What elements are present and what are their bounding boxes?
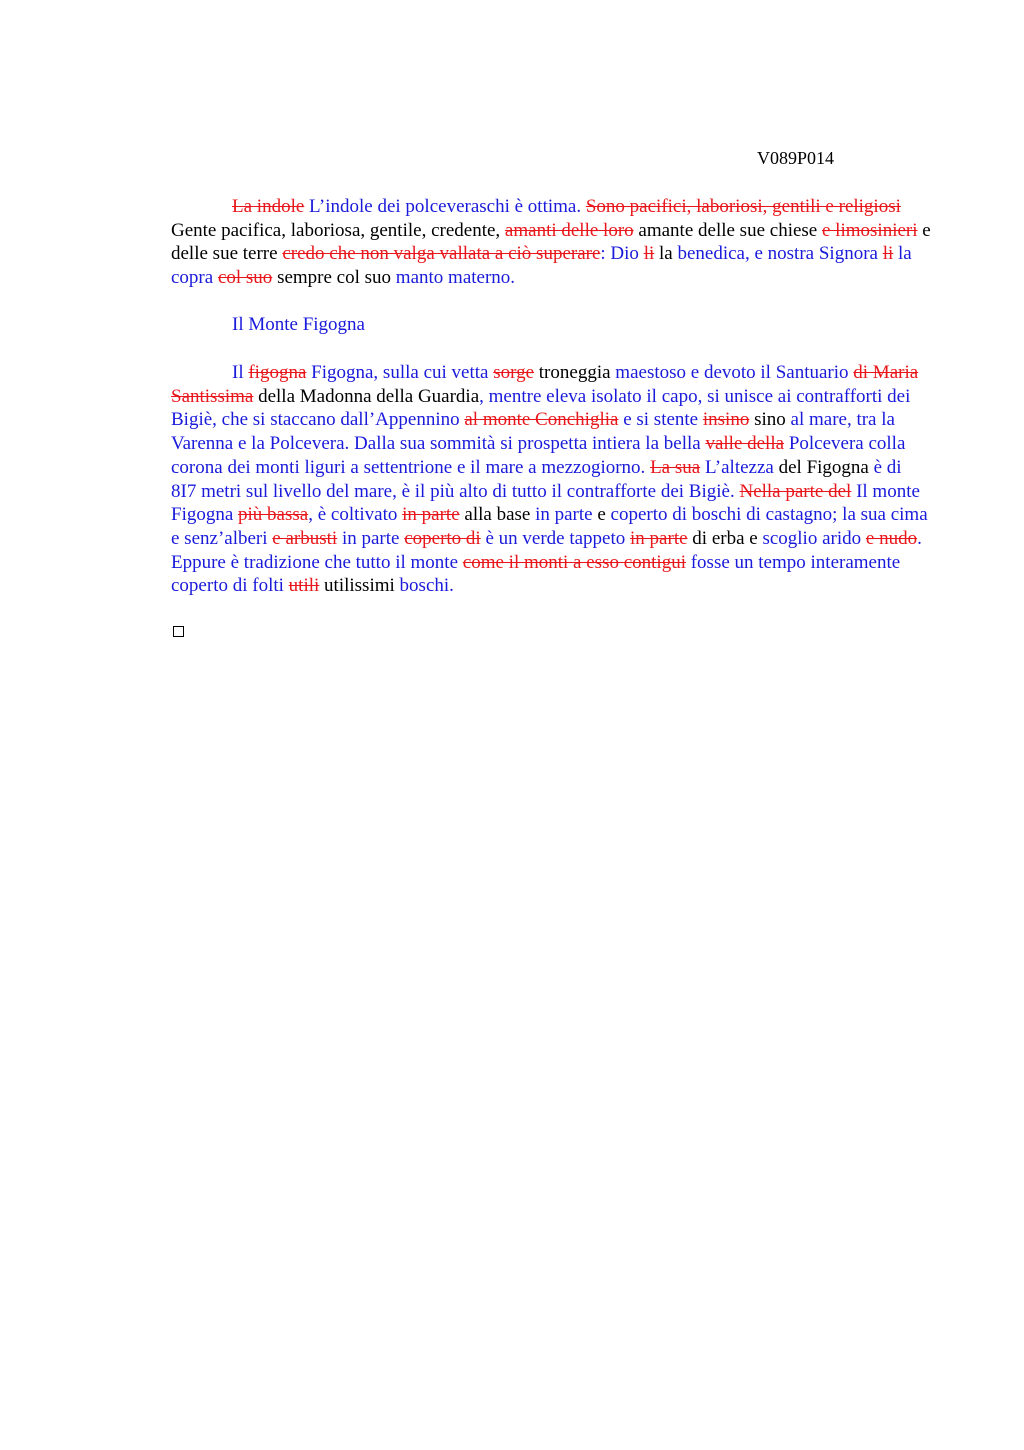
deleted-text: La indole bbox=[232, 196, 305, 217]
deleted-text: credo che non valga vallata a ciò superare bbox=[282, 243, 601, 265]
deleted-text: e arbusti bbox=[272, 527, 338, 549]
inserted-text: in parte bbox=[535, 504, 598, 526]
inserted-text: e si stente bbox=[618, 409, 703, 431]
section-heading: Il Monte Figogna bbox=[232, 314, 365, 335]
original-text: del Figogna bbox=[778, 456, 874, 478]
inserted-text: coperto di boschi di castagno; la sua cima e senz’alberi bbox=[171, 504, 928, 549]
deleted-text: e limosinieri bbox=[822, 219, 918, 241]
document-id: V089P014 bbox=[757, 148, 835, 168]
deleted-text: più bassa bbox=[238, 504, 309, 526]
deleted-text: di Maria Santissima bbox=[171, 362, 919, 407]
inserted-text: è di 8I7 metri sul livello del mare, è il più alto di tutto il contrafforte dei Bigiè. bbox=[171, 456, 902, 502]
original-text: e bbox=[597, 504, 611, 526]
deleted-text: li bbox=[882, 243, 894, 265]
deleted-text: valle della bbox=[705, 433, 785, 455]
deleted-text: utili bbox=[288, 575, 320, 597]
deleted-text: amanti delle loro bbox=[504, 219, 634, 241]
original-text: di erba e bbox=[687, 527, 763, 549]
original-text: la bbox=[654, 243, 678, 265]
inserted-text: la copra bbox=[171, 243, 912, 289]
paragraph-monte-figogna bbox=[171, 361, 931, 598]
inserted-text: al mare, tra la Varenna e la Polcevera. Dalla sua sommità si prospetta intiera la bella bbox=[171, 409, 895, 455]
original-text: Gente pacifica, laboriosa, gentile, credente, bbox=[171, 219, 505, 241]
inserted-text: L’altezza bbox=[700, 456, 779, 478]
deleted-text: insino bbox=[702, 409, 750, 431]
deleted-text: al monte Conchiglia bbox=[464, 409, 619, 431]
inserted-text: maestoso e devoto il Santuario bbox=[615, 362, 854, 383]
paragraph-indole bbox=[171, 195, 931, 290]
inserted-text: L’indole dei polceveraschi è ottima. bbox=[309, 196, 582, 217]
deleted-text: Sono pacifici, laboriosi, gentili e religiosi bbox=[585, 196, 901, 217]
inserted-text: . Eppure è tradizione che tutto il monte bbox=[171, 527, 922, 573]
inserted-text: , è coltivato bbox=[308, 504, 403, 526]
inserted-text: Figogna, sulla cui vetta bbox=[306, 362, 494, 383]
deleted-text: figogna bbox=[248, 362, 307, 383]
inserted-text: Il bbox=[232, 362, 249, 383]
inserted-text: in parte bbox=[337, 527, 405, 549]
inserted-text: manto materno. bbox=[395, 267, 516, 289]
original-text: sino bbox=[749, 409, 791, 431]
inserted-text: : Dio bbox=[600, 243, 644, 265]
inserted-text: , mentre eleva isolato il capo, si unisce ai contrafforti dei Bigiè, che si staccano dall’Appennino bbox=[171, 385, 911, 431]
original-text: della Madonna della Guardia bbox=[253, 385, 480, 407]
original-text: amante delle sue chiese bbox=[633, 219, 822, 241]
deleted-text: La sua bbox=[650, 456, 701, 478]
deleted-text: coperto di bbox=[404, 527, 481, 549]
original-text: troneggia bbox=[534, 362, 616, 383]
inserted-text: Il monte Figogna bbox=[171, 480, 920, 526]
inserted-text: scoglio arido bbox=[762, 527, 866, 549]
deleted-text: in parte bbox=[630, 527, 688, 549]
end-marker-box bbox=[173, 626, 184, 637]
inserted-text: boschi. bbox=[399, 575, 454, 597]
deleted-text: come il monti a esso contigui bbox=[462, 551, 686, 573]
deleted-text: col suo bbox=[217, 267, 273, 289]
original-text: e delle sue terre bbox=[171, 219, 931, 265]
deleted-text: e nudo bbox=[865, 527, 918, 549]
deleted-text: sorge bbox=[493, 362, 535, 383]
original-text: utilissimi bbox=[319, 575, 400, 597]
inserted-text: benedica, e nostra Signora bbox=[677, 243, 883, 265]
inserted-text: fosse un tempo interamente coperto di folti bbox=[171, 551, 901, 597]
original-text: sempre col suo bbox=[272, 267, 396, 289]
deleted-text: Nella parte del bbox=[739, 480, 852, 502]
inserted-text: è un verde tappeto bbox=[480, 527, 631, 549]
original-text: alla base bbox=[459, 504, 536, 526]
inserted-text: Polcevera colla corona dei monti liguri a settentrione e il mare a mezzogiorno. bbox=[171, 433, 906, 478]
deleted-text: li bbox=[643, 243, 655, 265]
deleted-text: in parte bbox=[402, 504, 460, 526]
